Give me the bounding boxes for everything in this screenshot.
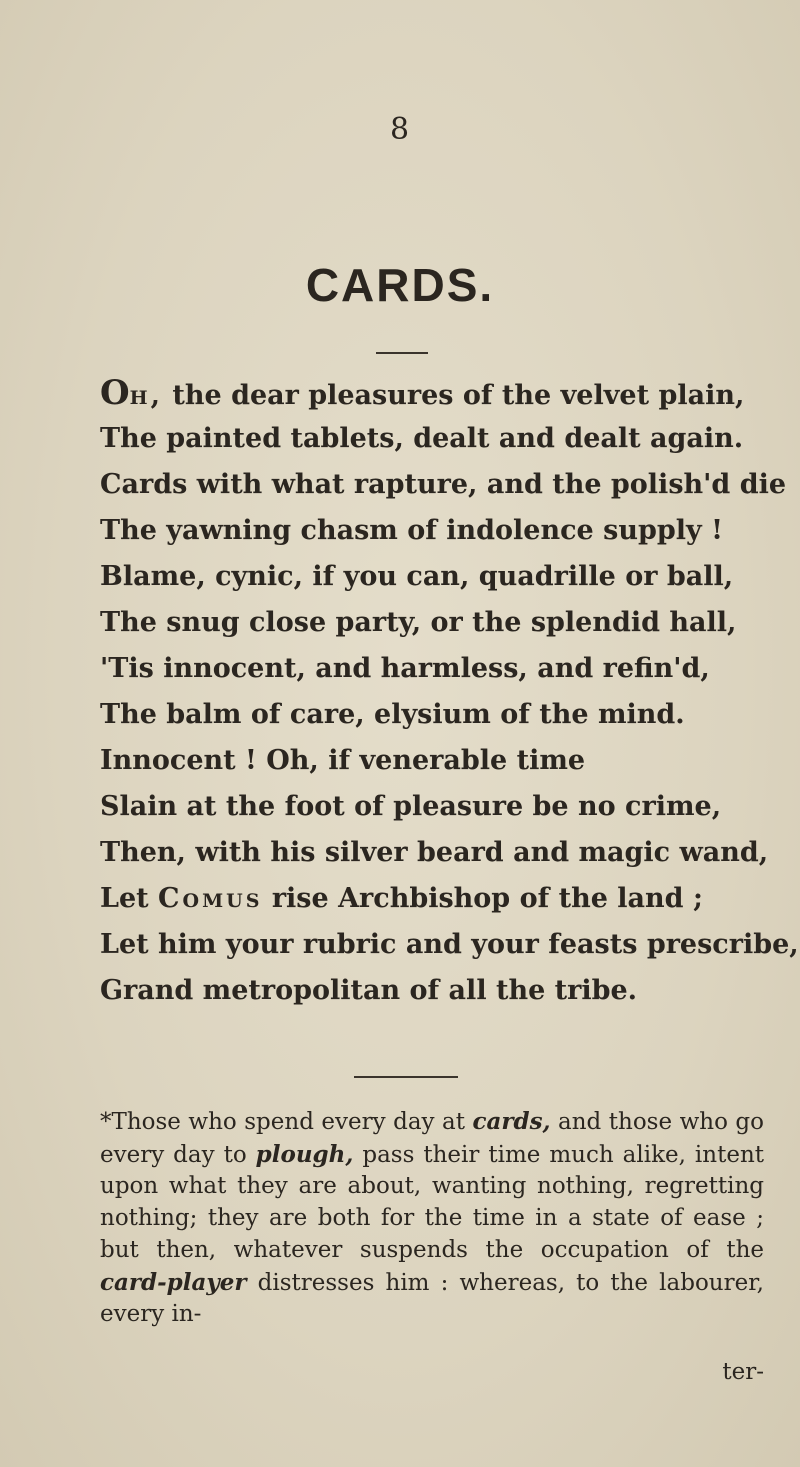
drop-cap: O <box>100 373 130 413</box>
comus-name: Comus <box>158 883 263 914</box>
small-caps-text: h, <box>129 380 163 411</box>
poem-line: Blame, cynic, if you can, quadrille or ball, <box>100 561 734 592</box>
page-number: 8 <box>389 112 411 147</box>
poem <box>100 370 799 1014</box>
page-title: CARDS. <box>305 259 495 311</box>
poem-line: 'Tis innocent, and harmless, and refin'd, <box>100 653 710 684</box>
poem-line-text: rise Archbishop of the land ; <box>262 883 703 914</box>
poem-line: Grand metropolitan of all the tribe. <box>100 975 638 1006</box>
emphasis-plough: plough, <box>255 1140 354 1168</box>
poem-line: Let him your rubric and your feasts prescribe, <box>100 929 799 960</box>
footnote-text: pass their time much alike, intent upon what they are about, wanting nothing, regretting nothing; they are both for the time in a state of ease ; but then, whatever suspends the occupation of the <box>100 1141 764 1263</box>
footnote <box>100 1106 764 1331</box>
poem-line-comus <box>100 876 780 922</box>
poem-line-1 <box>100 370 780 416</box>
poem-line: The snug close party, or the splendid hall, <box>100 607 737 638</box>
footnote-text: distresses him : whereas, to the labourer, every in- <box>100 1269 764 1328</box>
footnote-divider <box>354 1076 458 1078</box>
title-divider <box>376 352 428 354</box>
poem-line: Cards with what rapture, and the polish'd die <box>100 469 787 500</box>
poem-line: Innocent ! Oh, if venerable time <box>100 745 586 776</box>
poem-line: Then, with his silver beard and magic wand, <box>100 837 769 868</box>
footnote-text: and those who go every day to <box>100 1109 764 1168</box>
footnote-text: *Those who spend every day at <box>100 1109 473 1135</box>
poem-line: The painted tablets, dealt and dealt again. <box>100 423 744 454</box>
emphasis-card-player: card-player <box>100 1268 247 1296</box>
poem-line-text: Let <box>100 883 159 914</box>
emphasis-cards: cards, <box>472 1108 551 1135</box>
poem-line-text: the dear pleasures of the velvet plain, <box>162 380 745 411</box>
catchword: ter- <box>722 1359 764 1385</box>
poem-line: The yawning chasm of indolence supply ! <box>100 515 723 546</box>
poem-line: The balm of care, elysium of the mind. <box>100 699 685 730</box>
footnote-paragraph <box>100 1106 764 1331</box>
poem-line: Slain at the foot of pleasure be no crime, <box>100 791 722 822</box>
